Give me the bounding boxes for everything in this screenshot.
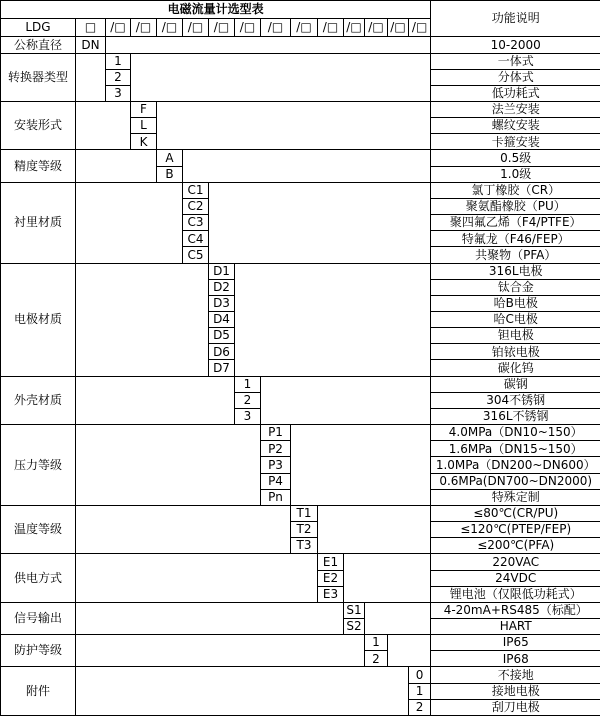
spacer-cell	[318, 505, 431, 553]
desc-cell: 0.6MPa(DN700~DN2000)	[431, 473, 600, 489]
desc-cell: 碳钢	[431, 376, 600, 392]
code-cell: S1	[344, 602, 365, 618]
spacer-cell	[76, 554, 318, 602]
desc-cell: 哈C电极	[431, 312, 600, 328]
code-cell: DN	[76, 37, 106, 53]
desc-cell: 316L电极	[431, 263, 600, 279]
code-cell: 1	[365, 635, 388, 651]
group-label-installation-type: 安装形式	[1, 101, 76, 149]
desc-cell: 接地电极	[431, 683, 600, 699]
desc-cell: ≤80℃(CR/PU)	[431, 505, 600, 521]
spacer-cell	[76, 667, 409, 716]
code-cell: E1	[318, 554, 344, 570]
group-label-signal-output: 信号输出	[1, 602, 76, 634]
desc-cell: 氯丁橡胶（CR）	[431, 182, 600, 198]
desc-cell: 1.0MPa（DN200~DN600）	[431, 457, 600, 473]
code-cell: D2	[209, 279, 235, 295]
desc-cell: 分体式	[431, 69, 600, 85]
spacer-cell	[76, 376, 235, 424]
code-cell: F	[131, 101, 157, 117]
code-cell: 1	[235, 376, 261, 392]
code-cell: P4	[261, 473, 291, 489]
desc-cell: 304不锈钢	[431, 392, 600, 408]
model-code-box: /□	[291, 19, 318, 37]
group-label-power-supply: 供电方式	[1, 554, 76, 602]
group-label-accessories: 附件	[1, 667, 76, 716]
spacer-cell	[209, 182, 431, 263]
desc-cell: 4-20mA+RS485（标配）	[431, 602, 600, 618]
desc-cell: 钽电极	[431, 328, 600, 344]
desc-cell: 螺纹安装	[431, 118, 600, 134]
model-code-box: /□	[318, 19, 344, 37]
code-cell: C3	[183, 215, 209, 231]
spacer-cell	[131, 53, 431, 101]
code-cell: P2	[261, 441, 291, 457]
model-prefix: LDG	[1, 19, 76, 37]
spacer-cell	[76, 635, 365, 667]
code-cell: 3	[106, 85, 131, 101]
spacer-cell	[106, 37, 431, 53]
model-code-box: /□	[131, 19, 157, 37]
code-cell: 2	[106, 69, 131, 85]
desc-cell: 卡箍安装	[431, 134, 600, 150]
spacer-cell	[76, 150, 157, 182]
code-cell: D1	[209, 263, 235, 279]
spacer-cell	[261, 376, 431, 424]
group-label-temperature-rating: 温度等级	[1, 505, 76, 553]
code-cell: T3	[291, 538, 318, 554]
desc-cell: 1.6MPa（DN15~150）	[431, 441, 600, 457]
group-label-housing-material: 外壳材质	[1, 376, 76, 424]
code-cell: A	[157, 150, 183, 166]
code-cell: P3	[261, 457, 291, 473]
spacer-cell	[183, 150, 431, 182]
code-cell: 2	[235, 392, 261, 408]
model-code-box: /□	[209, 19, 235, 37]
code-cell: C1	[183, 182, 209, 198]
code-cell: D6	[209, 344, 235, 360]
code-cell: C4	[183, 231, 209, 247]
desc-cell: 特氟龙（F46/FEP）	[431, 231, 600, 247]
spacer-cell	[344, 554, 431, 602]
spacer-cell	[365, 602, 431, 634]
code-cell: B	[157, 166, 183, 182]
code-cell: 0	[409, 667, 431, 683]
model-code-box: /□	[157, 19, 183, 37]
code-cell: 2	[409, 699, 431, 715]
code-cell: E2	[318, 570, 344, 586]
code-cell: L	[131, 118, 157, 134]
spacer-cell	[291, 425, 431, 506]
desc-cell: HART	[431, 618, 600, 634]
code-cell: C2	[183, 198, 209, 214]
desc-cell: 0.5级	[431, 150, 600, 166]
code-cell: C5	[183, 247, 209, 263]
model-code-box: /□	[388, 19, 409, 37]
desc-cell: 刮刀电极	[431, 699, 600, 715]
code-cell: K	[131, 134, 157, 150]
code-cell: D4	[209, 312, 235, 328]
spacer-cell	[76, 263, 209, 376]
code-cell: 1	[409, 683, 431, 699]
desc-cell: 1.0级	[431, 166, 600, 182]
desc-cell: 哈B电极	[431, 295, 600, 311]
code-cell: D5	[209, 328, 235, 344]
desc-cell: 220VAC	[431, 554, 600, 570]
code-cell: E3	[318, 586, 344, 602]
spacer-cell	[76, 602, 344, 634]
desc-cell: 24VDC	[431, 570, 600, 586]
spacer-cell	[76, 182, 183, 263]
desc-cell: 共聚物（PFA）	[431, 247, 600, 263]
desc-cell: IP68	[431, 651, 600, 667]
model-code-box: /□	[106, 19, 131, 37]
group-label-protection-class: 防护等级	[1, 635, 76, 667]
spacer-cell	[76, 101, 131, 149]
desc-cell: 10-2000	[431, 37, 600, 53]
desc-cell: 316L不锈钢	[431, 408, 600, 424]
desc-cell: 聚四氟乙烯（F4/PTFE）	[431, 215, 600, 231]
desc-cell: 低功耗式	[431, 85, 600, 101]
code-cell: T2	[291, 522, 318, 538]
desc-cell: 碳化钨	[431, 360, 600, 376]
model-first-box: □	[76, 19, 106, 37]
code-cell: S2	[344, 618, 365, 634]
group-label-accuracy-class: 精度等级	[1, 150, 76, 182]
desc-cell: 钛合金	[431, 279, 600, 295]
desc-cell: 4.0MPa（DN10~150）	[431, 425, 600, 441]
model-code-box: /□	[235, 19, 261, 37]
group-label-nominal-diameter: 公称直径	[1, 37, 76, 53]
spacer-cell	[76, 425, 261, 506]
spacer-cell	[157, 101, 431, 149]
table-title: 电磁流量计选型表	[1, 1, 431, 19]
code-cell: D3	[209, 295, 235, 311]
model-code-box: /□	[365, 19, 388, 37]
desc-cell: ≤200℃(PFA)	[431, 538, 600, 554]
desc-cell: 铂铱电极	[431, 344, 600, 360]
code-cell: T1	[291, 505, 318, 521]
desc-cell: 不接地	[431, 667, 600, 683]
desc-cell: 聚氨酯橡胶（PU）	[431, 198, 600, 214]
model-code-box: /□	[183, 19, 209, 37]
code-cell: P1	[261, 425, 291, 441]
desc-cell: 特殊定制	[431, 489, 600, 505]
desc-cell: IP65	[431, 635, 600, 651]
desc-cell: 锂电池（仅限低功耗式）	[431, 586, 600, 602]
group-label-converter-type: 转换器类型	[1, 53, 76, 101]
spacer-cell	[235, 263, 431, 376]
function-column-header: 功能说明	[431, 1, 600, 37]
desc-cell: 一体式	[431, 53, 600, 69]
spacer-cell	[388, 635, 431, 667]
group-label-electrode-material: 电极材质	[1, 263, 76, 376]
model-code-box: /□	[344, 19, 365, 37]
code-cell: Pn	[261, 489, 291, 505]
code-cell: 3	[235, 408, 261, 424]
desc-cell: ≤120℃(PTEP/FEP)	[431, 522, 600, 538]
model-code-box: /□	[409, 19, 431, 37]
model-code-box: /□	[261, 19, 291, 37]
spacer-cell	[76, 505, 291, 553]
desc-cell: 法兰安装	[431, 101, 600, 117]
spacer-cell	[76, 53, 106, 101]
group-label-pressure-rating: 压力等级	[1, 425, 76, 506]
group-label-lining-material: 衬里材质	[1, 182, 76, 263]
code-cell: D7	[209, 360, 235, 376]
code-cell: 2	[365, 651, 388, 667]
code-cell: 1	[106, 53, 131, 69]
